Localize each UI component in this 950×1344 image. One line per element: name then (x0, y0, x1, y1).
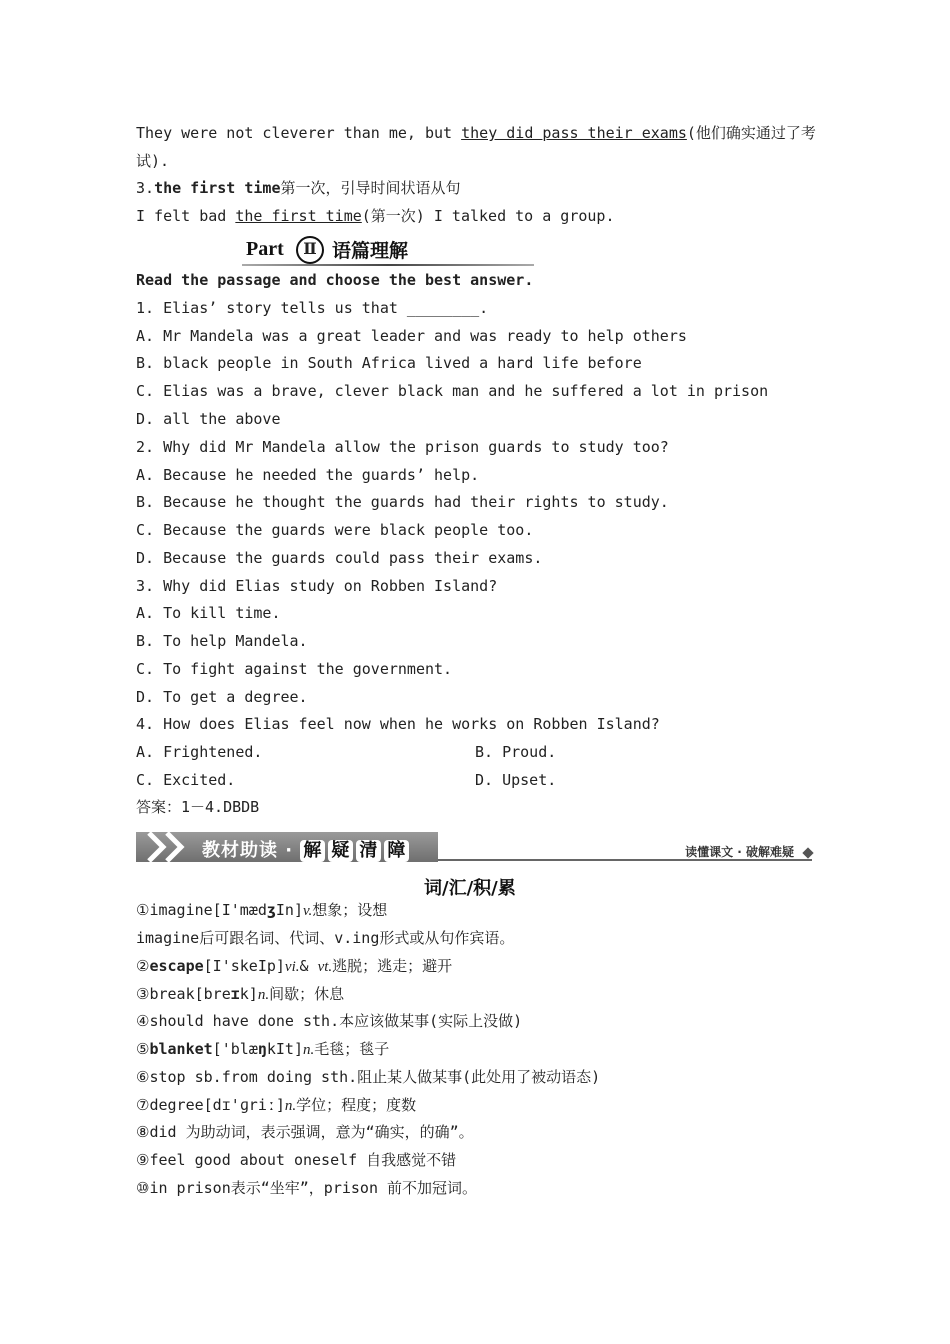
part-label: Part (246, 238, 284, 260)
option-1b: B. black people in South Africa lived a hard life before (136, 354, 642, 372)
chevron-right-icon (164, 830, 186, 864)
vocab-item-6: ⑥stop sb.from doing sth.阻止某人做某事(此处用了被动语态) (136, 1068, 601, 1086)
text-span: 第一次，引导时间状语从句 (280, 179, 461, 197)
meaning: 学位；程度；度数 (296, 1096, 417, 1114)
text-span: (第一次) I talked to a group. (361, 207, 615, 225)
banner-char-box: 解 (300, 840, 325, 862)
part-heading (240, 234, 530, 268)
part-of-speech: vt. (317, 959, 333, 975)
text-span: ['blæ (212, 1040, 258, 1058)
option-4c: C. Excited. (136, 771, 236, 789)
meaning: 毛毯；毯子 (314, 1040, 390, 1058)
option-2a: A. Because he needed the guards’ help. (136, 466, 480, 484)
bold-phrase: the first time (154, 179, 281, 197)
vocab-item-10: ⑩in prison表示“坐牢”，prison 前不加冠词。 (136, 1179, 478, 1197)
meaning: 间歇；休息 (269, 985, 345, 1003)
banner-separator: · (285, 840, 294, 861)
phonetic-symbol: ŋ (257, 1040, 267, 1058)
vocab-item-7 (136, 1095, 416, 1116)
vocab-item-3 (136, 984, 344, 1005)
underlined-phrase: the first time (235, 207, 362, 225)
text-span: ①imagine[I'mæd (136, 901, 267, 919)
option-3a: A. To kill time. (136, 604, 281, 622)
text-span: In] (275, 901, 303, 919)
instruction: Read the passage and choose the best answer. (136, 271, 534, 289)
item-number: 3. (136, 179, 155, 197)
vocab-item-9: ⑨feel good about oneself 自我感觉不错 (136, 1151, 457, 1169)
text-span: kIt] (266, 1040, 303, 1058)
text-span: ⑦degree[dɪ'ɡriː] (136, 1096, 285, 1114)
vocab-item-5 (136, 1039, 389, 1060)
banner-char-box: 疑 (328, 840, 353, 862)
phonetic-symbol: ʒ (266, 901, 276, 919)
vocab-item-1 (136, 900, 387, 921)
item-number: ⑤ (136, 1040, 150, 1058)
question-3: 3. Why did Elias study on Robben Island? (136, 577, 498, 595)
text-line (136, 178, 461, 198)
part-of-speech: v. (302, 903, 313, 919)
question-4: 4. How does Elias feel now when he works on Robben Island? (136, 715, 660, 733)
answer-key: 答案：1－4.DBDB (136, 798, 260, 816)
option-2c: C. Because the guards were black people too. (136, 521, 534, 539)
section-banner (136, 828, 812, 868)
text-span: k] (239, 985, 258, 1003)
part-of-speech: vi. (284, 959, 300, 975)
part-of-speech: n. (284, 1098, 297, 1114)
banner-subtitle: 读懂课文 · 破解难疑 (685, 845, 794, 859)
text-span: They were not cleverer than me, but (136, 124, 462, 142)
part-of-speech: n. (257, 987, 270, 1003)
text-span: ③break[bre (136, 985, 231, 1003)
vocab-item-8: ⑧did 为助动词，表示强调，意为“确实，的确”。 (136, 1123, 474, 1141)
text-line (136, 123, 816, 143)
vocab-word: blanket (149, 1040, 213, 1058)
part-of-speech: n. (302, 1042, 315, 1058)
part-number-badge: Ⅱ (296, 236, 324, 264)
question-2: 2. Why did Mr Mandela allow the prison guards to study too? (136, 438, 669, 456)
meaning: 想象；设想 (312, 901, 388, 919)
phonetic-symbol: ɪ (230, 985, 240, 1003)
option-3b: B. To help Mandela. (136, 632, 308, 650)
question-1: 1. Elias’ story tells us that ________. (136, 299, 489, 317)
option-4a: A. Frightened. (136, 743, 263, 761)
text-line: 试). (136, 152, 170, 170)
banner-title-text: 教材助读 (202, 840, 278, 861)
diamond-icon (802, 847, 813, 858)
banner-char-box: 障 (384, 840, 409, 862)
vocab-item-4: ④should have done sth.本应该做某事(实际上没做) (136, 1012, 523, 1030)
option-2b: B. Because he thought the guards had their rights to study. (136, 493, 669, 511)
text-line (136, 206, 615, 226)
option-4d: D. Upset. (475, 771, 557, 789)
option-2d: D. Because the guards could pass their exams. (136, 549, 543, 567)
text-span: I felt bad (136, 207, 236, 225)
option-3d: D. To get a degree. (136, 688, 308, 706)
item-number: ② (136, 957, 150, 975)
part-title: 语篇理解 (332, 240, 409, 262)
option-4b: B. Proud. (475, 743, 557, 761)
vocab-section-title: 词/汇/积/累 (424, 878, 516, 899)
option-1a: A. Mr Mandela was a great leader and was ready to help others (136, 327, 687, 345)
text-span: (他们确实通过了考 (686, 124, 816, 142)
vocab-item-2 (136, 956, 452, 977)
underlined-phrase: they did pass their exams (461, 124, 687, 142)
text-span: & (299, 957, 318, 975)
banner-title (202, 836, 412, 862)
option-1d: D. all the above (136, 410, 281, 428)
meaning: 逃脱；逃走；避开 (332, 957, 453, 975)
option-3c: C. To fight against the government. (136, 660, 453, 678)
option-1c: C. Elias was a brave, clever black man and he suffered a lot in prison (136, 382, 769, 400)
heading-underline (242, 264, 534, 266)
banner-char-box: 清 (356, 840, 381, 862)
phonetic: [I'skeIp] (203, 957, 285, 975)
vocab-word: escape (149, 957, 204, 975)
vocab-note-1: imagine后可跟名词、代词、v.ing形式或从句作宾语。 (136, 929, 515, 947)
